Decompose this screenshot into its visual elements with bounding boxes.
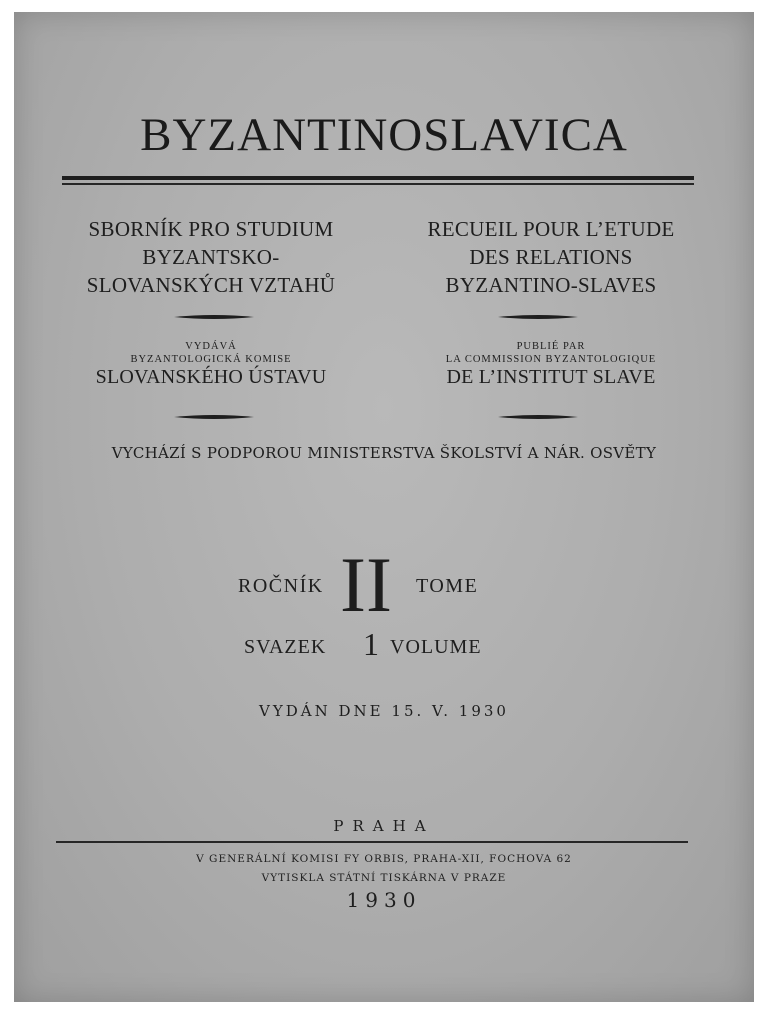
ornament-dash-icon bbox=[174, 412, 254, 422]
ornament-dash-icon bbox=[498, 312, 578, 322]
tome-label: TOME bbox=[416, 575, 479, 597]
subtitle-french-line: DES RELATIONS bbox=[469, 245, 633, 269]
rocnik-label: ROČNÍK bbox=[238, 575, 324, 597]
title-page bbox=[14, 12, 754, 1002]
subtitle-french bbox=[386, 215, 716, 299]
subtitle-czech bbox=[46, 215, 376, 299]
publisher-french bbox=[386, 340, 716, 389]
imprint-line2: VYTISKLA STÁTNÍ TISKÁRNA V PRAZE bbox=[261, 872, 507, 884]
subtitle-french-line: BYZANTINO-SLAVES bbox=[445, 273, 657, 297]
imprint-rule bbox=[56, 841, 688, 843]
publisher-czech-line3: SLOVANSKÉHO ÚSTAVU bbox=[95, 366, 327, 388]
subtitle-czech-line: SBORNÍK PRO STUDIUM bbox=[88, 217, 334, 241]
ornament-dash-icon bbox=[498, 412, 578, 422]
issue-block bbox=[244, 626, 544, 666]
publication-year: 1930 bbox=[346, 888, 422, 912]
publisher-czech-line1: VYDÁVÁ bbox=[185, 341, 237, 352]
subtitle-czech-line: BYZANTSKO- bbox=[142, 245, 280, 269]
publisher-french-line1: PUBLIÉ PAR bbox=[516, 341, 586, 352]
city: PRAHA bbox=[333, 817, 435, 835]
volume-roman: II bbox=[340, 541, 392, 628]
publisher-czech bbox=[46, 340, 376, 389]
publisher-french-line2: LA COMMISSION BYZANTOLOGIQUE bbox=[445, 354, 657, 365]
support-line: VYCHÁZÍ S PODPOROU MINISTERSTVA ŠKOLSTVÍ A NÁR. OSVĚTY bbox=[111, 444, 657, 462]
issue-number: 1 bbox=[363, 626, 379, 662]
journal-title: BYZANTINOSLAVICA bbox=[140, 109, 628, 161]
subtitle-czech-line: SLOVANSKÝCH VZTAHŮ bbox=[86, 273, 336, 297]
subtitle-french-line: RECUEIL POUR L’ETUDE bbox=[427, 217, 675, 241]
imprint-line1: V GENERÁLNÍ KOMISI FY ORBIS, PRAHA-XII, FOCHOVA 62 bbox=[196, 853, 572, 865]
volume-label: VOLUME bbox=[390, 636, 482, 658]
publisher-czech-line2: BYZANTOLOGICKÁ KOMISE bbox=[130, 354, 292, 365]
svazek-label: SVAZEK bbox=[244, 636, 327, 658]
title-rule-top bbox=[62, 176, 694, 180]
volume-block bbox=[238, 541, 538, 628]
publisher-french-line3: DE L’INSTITUT SLAVE bbox=[446, 366, 656, 388]
issue-date: VYDÁN DNE 15. V. 1930 bbox=[259, 702, 509, 720]
title-rule-bottom bbox=[62, 183, 694, 185]
ornament-dash-icon bbox=[174, 312, 254, 322]
